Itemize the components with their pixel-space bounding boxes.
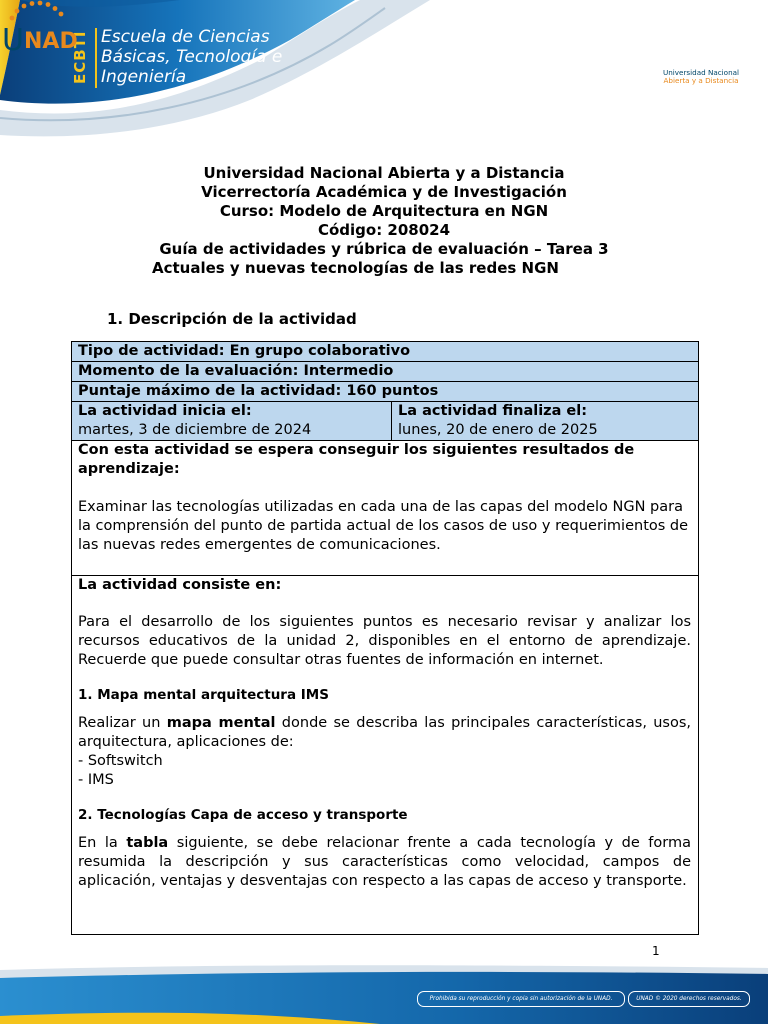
point2-text <box>78 834 691 891</box>
start-date-label: La actividad inicia el: <box>78 403 252 419</box>
school-name-line: Ingeniería <box>101 67 187 87</box>
point2-text-start: En la <box>78 835 127 851</box>
school-name-line: Básicas, Tecnología e <box>101 47 283 67</box>
title-course: Curso: Modelo de Arquitectura en NGN <box>219 202 549 220</box>
row-tipo: Tipo de actividad: En grupo colaborativo <box>72 342 698 362</box>
page-number: 1 <box>652 944 660 958</box>
logo-letters-nad: NAD <box>24 29 78 54</box>
title-vicerrectoria: Vicerrectoría Académica y de Investigación <box>201 183 567 201</box>
point1-text-bold: mapa mental <box>166 715 276 731</box>
row-learning-outcomes <box>72 441 698 576</box>
acronym-divider <box>95 28 97 88</box>
title-university: Universidad Nacional Abierta y a Distancia <box>203 164 565 182</box>
activity-content-heading: La actividad consiste en: <box>78 577 282 593</box>
logo-dots-arc <box>10 1 64 21</box>
school-name <box>101 27 282 87</box>
end-date-value: lunes, 20 de enero de 2025 <box>398 422 598 438</box>
point2-text-bold: tabla <box>126 835 169 851</box>
point2-title: 2. Tecnologías Capa de acceso y transporte <box>78 807 408 823</box>
start-date-value: martes, 3 de diciembre de 2024 <box>78 422 312 438</box>
row-puntaje: Puntaje máximo de la actividad: 160 puntos <box>72 382 698 402</box>
activity-intro: Para el desarrollo de los siguientes puntos es necesario revisar y analizar los recursos educativos de la unidad 2, disponibles en el entorno de aprendizaje. Recuerde que puede consultar otras fuentes de información en internet. <box>78 614 691 668</box>
point2-text-end: siguiente, se debe relacionar frente a cada tecnología y de forma resumida la descripción y sus características como velocidad, campos de aplicación, ventajas y desventajas con respecto a las capas de acceso y transporte. <box>78 835 692 889</box>
point1-text-end: donde se describa las principales características, usos, arquitectura, aplicaciones de: <box>78 715 692 750</box>
point1-title: 1. Mapa mental arquitectura IMS <box>78 687 329 703</box>
logo-caption-line2: Abierta y a Distancia <box>663 76 739 85</box>
title-guide: Guía de actividades y rúbrica de evaluación – Tarea 3 <box>159 240 609 258</box>
point1-text <box>78 714 691 752</box>
acronym-ecbti: ECBTI <box>71 30 89 84</box>
footer-notice-rights: UNAD © 2020 derechos reservados. <box>628 991 750 1007</box>
section-heading: 1. Descripción de la actividad <box>107 310 357 328</box>
footer-notice-copyright-restriction: Prohibida su reproducción y copia sin autorización de la UNAD. <box>417 991 625 1007</box>
point1-text-start: Realizar un <box>78 715 167 731</box>
activity-table <box>71 341 699 935</box>
cell-end-date <box>392 402 598 440</box>
logo-caption <box>661 69 741 85</box>
header-banner <box>0 0 768 150</box>
cell-start-date <box>72 402 392 440</box>
document-titles <box>0 164 768 278</box>
row-activity-content <box>72 576 698 934</box>
title-topic: Actuales y nuevas tecnologías de las redes NGN <box>152 259 559 277</box>
learning-outcomes-text: Examinar las tecnologías utilizadas en cada una de las capas del modelo NGN para la comprensión del punto de partida actual de los casos de uso y requerimientos de las nuevas redes emergentes de comunicaciones. <box>78 499 689 553</box>
title-code: Código: 208024 <box>317 221 451 239</box>
school-name-line: Escuela de Ciencias <box>101 27 270 47</box>
end-date-label: La actividad finaliza el: <box>398 403 588 419</box>
point1-item-softswitch: - Softswitch <box>78 753 163 769</box>
logo-caption-line1: Universidad Nacional <box>662 68 740 77</box>
point1-item-ims: - IMS <box>78 772 114 788</box>
unad-logo <box>0 0 82 76</box>
row-momento: Momento de la evaluación: Intermedio <box>72 362 698 382</box>
logo-letter-u: U <box>2 23 24 58</box>
learning-outcomes-heading: Con esta actividad se espera conseguir los siguientes resultados de aprendizaje: <box>78 442 635 477</box>
row-dates <box>72 402 698 441</box>
